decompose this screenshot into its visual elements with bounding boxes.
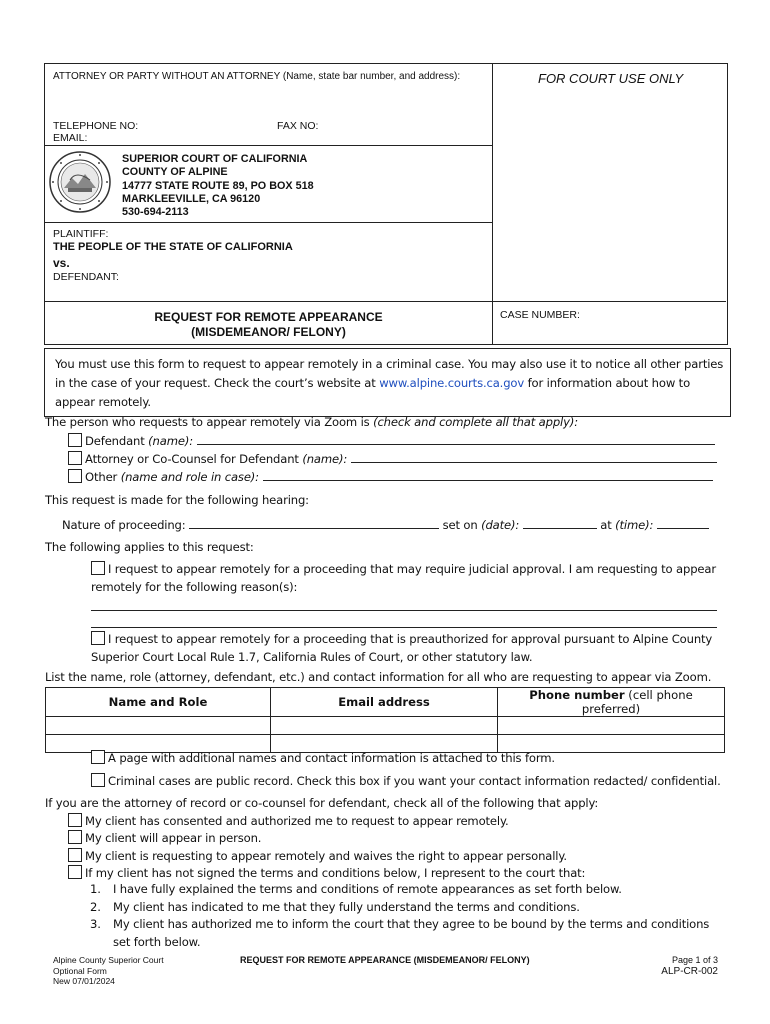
at-label: at [600,518,616,532]
plaintiff-name: THE PEOPLE OF THE STATE OF CALIFORNIA [53,241,293,253]
option2-checkbox[interactable] [91,631,105,645]
requester-intro [45,415,578,429]
court-seal-icon [48,150,112,214]
time-note: (time): [615,518,654,532]
court-street: 14777 STATE ROUTE 89, PO BOX 518 [122,179,314,192]
attorney-checkbox[interactable] [68,451,82,465]
hearing-intro: This request is made for the following hearing: [45,493,309,507]
footer-left [53,955,164,987]
list-item-text: My client has indicated to me that they fully understand the terms and conditions. [113,899,580,914]
col-phone-note: (cell phone preferred) [581,688,693,716]
defendant-name-field[interactable] [197,433,715,445]
in-person-row [68,830,261,845]
set-on-label: set on [442,518,482,532]
attached-checkbox[interactable] [91,750,105,764]
other-checkbox[interactable] [68,469,82,483]
court-use-label: FOR COURT USE ONLY [538,71,684,86]
list-item-text: My client has authorized me to inform the court that they agree to be bound by the terms and conditions set forth below. [113,917,710,949]
attorney-section-intro: If you are the attorney of record or co-counsel for defendant, check all of the following that apply: [45,796,599,810]
col-name-role: Name and Role [46,688,271,717]
attorney-option-note: (name): [302,452,348,466]
email-cell[interactable] [271,717,498,735]
nature-field[interactable] [189,517,439,529]
contacts-header-row [46,688,725,717]
notice-text-end: for information about how to appear remotely. [55,376,691,409]
applies-intro: The following applies to this request: [45,540,254,554]
footer-court: Alpine County Superior Court [53,955,164,965]
case-divider [44,301,726,302]
form-title-line1: REQUEST FOR REMOTE APPEARANCE [154,310,383,324]
case-number-label: CASE NUMBER: [500,309,580,321]
court-phone: 530-694-2113 [122,206,189,219]
list-item [90,899,720,917]
waive-text: My client is requesting to appear remotely and waives the right to appear personally. [85,849,567,863]
form-id: ALP-CR-002 [661,966,718,977]
court-address-block [122,153,314,219]
list-item [90,916,720,951]
defendant-checkbox[interactable] [68,433,82,447]
court-divider [44,145,493,146]
redact-checkbox[interactable] [91,773,105,787]
other-option-label: Other [85,470,121,484]
contacts-intro: List the name, role (attorney, defendant, etc.) and contact information for all who are requesting to appear via Zoom. [45,670,712,684]
page-number: Page 1 of 3 [671,955,718,965]
form-title-line2: (MISDEMEANOR/ FELONY) [191,325,346,339]
waive-checkbox[interactable] [68,848,82,862]
option1-checkbox[interactable] [91,561,105,575]
plaintiff-label: PLAINTIFF: [53,228,109,240]
court-website-link[interactable]: www.alpine.courts.ca.gov [379,376,525,390]
email-label: EMAIL: [53,132,88,144]
represent-row [68,865,585,880]
fax-label: FAX NO: [277,120,319,132]
court-city: MARKLEEVILLE, CA 96120 [122,192,261,205]
attorney-name-field[interactable] [351,451,717,463]
represent-text: If my client has not signed the terms and conditions below, I represent to the court that: [85,866,586,880]
date-note: (date): [481,518,520,532]
notice-text-start: You must use this form to request to appear remotely in a criminal case. You may also use it to notice all other parties in the case of your request. Check the court’s website at [55,357,724,390]
other-name-field[interactable] [263,469,713,481]
option1-text: I request to appear remotely for a proceeding that may require judicial approval. I am requesting to appear remotely for the following reason(s): [91,562,716,594]
date-field[interactable] [523,517,597,529]
contacts-table [45,687,725,753]
in-person-text: My client will appear in person. [85,831,262,845]
name-role-cell[interactable] [46,717,271,735]
telephone-label: TELEPHONE NO: [53,120,139,132]
list-number: 2. [90,899,101,914]
attorney-option-label: Attorney or Co-Counsel for Defendant [85,452,303,466]
court-bottom-divider [44,222,493,223]
reason-line-1[interactable] [91,610,717,611]
col-phone-label: Phone number [529,688,625,702]
waive-row [68,848,567,863]
hearing-row [62,517,709,532]
redact-text: Criminal cases are public record. Check this box if you want your contact information redacted/ confidential. [108,774,721,788]
form-title [44,310,493,340]
notice-box [44,348,731,417]
county-name: COUNTY OF ALPINE [122,166,228,179]
represent-checkbox[interactable] [68,865,82,879]
consent-checkbox[interactable] [68,813,82,827]
time-field[interactable] [657,517,709,529]
court-name: SUPERIOR COURT OF CALIFORNIA [122,153,308,165]
nature-label: Nature of proceeding: [62,518,186,532]
in-person-checkbox[interactable] [68,830,82,844]
other-option-note: (name and role in case): [120,470,259,484]
option2-text: I request to appear remotely for a proceeding that is preauthorized for approval pursuant to Alpine County Superior Court Local Rule 1.7, California Rules of Court, or other statutory law. [91,632,713,664]
attorney-info-field[interactable] [50,86,486,116]
defendant-option-note: (name): [148,434,193,448]
requester-intro-text: The person who requests to appear remotely via Zoom is [45,415,374,429]
footer-date: New 07/01/2024 [53,976,115,986]
col-email: Email address [271,688,498,717]
consent-text: My client has consented and authorized me to request to appear remotely. [85,814,509,828]
attorney-label: ATTORNEY OR PARTY WITHOUT AN ATTORNEY (Name, state bar number, and address): [53,71,461,82]
option1-row [91,561,721,596]
list-item-text: I have fully explained the terms and conditions of remote appearances as set forth below. [113,882,622,896]
footer-right [620,955,718,977]
defendant-option-label: Defendant [85,434,149,448]
attached-text: A page with additional names and contact information is attached to this form. [108,751,555,765]
phone-cell[interactable] [498,717,725,735]
consent-row [68,813,509,828]
requester-intro-note: (check and complete all that apply): [373,415,578,429]
list-number: 3. [90,917,101,931]
redact-row [91,773,721,788]
versus-label: vs. [53,256,70,270]
option2-row [91,630,721,666]
attached-row [91,750,555,765]
table-row [46,717,725,735]
other-row [68,469,713,484]
defendant-label: DEFENDANT: [53,271,119,283]
footer-title: REQUEST FOR REMOTE APPEARANCE (MISDEMEANOR/ FELONY) [240,955,530,965]
list-item [90,881,720,899]
footer-optional: Optional Form [53,965,107,976]
numbered-list [90,881,720,951]
attorney-row [68,451,717,466]
col-phone [498,688,725,717]
case-number-field[interactable] [498,322,720,340]
defendant-row [68,433,715,448]
list-number: 1. [90,882,101,896]
reason-line-2[interactable] [91,627,717,628]
